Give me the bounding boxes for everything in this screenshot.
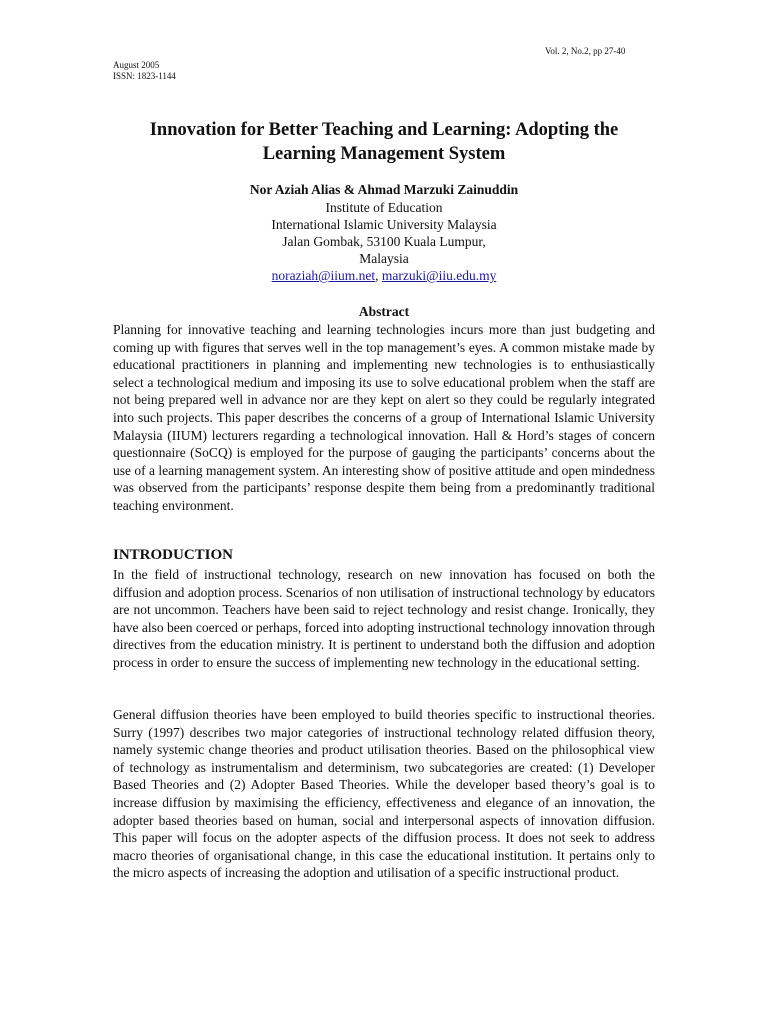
abstract-heading: Abstract: [358, 304, 410, 319]
introduction-heading: INTRODUCTION: [113, 547, 234, 563]
email-link-noraziah[interactable]: noraziah@iium.net: [271, 268, 376, 283]
abstract-text: Planning for innovative teaching and learning technologies incurs more than just budgeting and coming up with figures that serves well in the top management’s eyes. A common mistake made by educational practitioners in planning and implementing new technologies is to enthusiastically select a technological medium and imposing its use to solve educational problem when the staff are not being prepared well in advance nor are they kept on alert so they could be regularly integrated into such projects. This paper describes the concerns of a group of International Islamic University Malaysia (IIUM) lecturers regarding a technological innovation. Hall & Hord’s stages of concern questionnaire (SoCQ) is employed for the purpose of gauging the participants’ concerns about the use of a learning management system. An interesting show of positive attitude and open mindedness was observed from the participants’ response despite them being from a predominantly traditional teaching environment.: [113, 322, 655, 513]
paper-title-line-2: Learning Management System: [262, 144, 506, 164]
email-separator: ,: [375, 268, 382, 283]
email-link-marzuki[interactable]: marzuki@iiu.edu.my: [381, 268, 497, 283]
paper-title-line-1: Innovation for Better Teaching and Learning: Adopting the: [149, 120, 619, 140]
affiliation-country: Malaysia: [359, 251, 409, 266]
journal-meta: [113, 60, 176, 81]
journal-volume: Vol. 2, No.2, pp 27-40: [545, 46, 626, 56]
affiliation-address: Jalan Gombak, 53100 Kuala Lumpur,: [282, 234, 486, 249]
paper-authors: Nor Aziah Alias & Ahmad Marzuki Zainuddin: [249, 182, 519, 197]
author-emails: [113, 267, 655, 284]
journal-date: August 2005: [113, 60, 160, 70]
journal-issn: ISSN: 1823-1144: [113, 70, 176, 81]
author-block: [113, 181, 655, 284]
introduction-paragraph-1: In the field of instructional technology, research on new innovation has focused on both the diffusion and adoption process. Scenarios of non utilisation of instructional technology by educators are not uncommon. Teachers have been said to reject technology and resist change. Ironically, they have also been coerced or perhaps, forced into adopting instructional technology innovation through directives from the education ministry. It is pertinent to understand both the diffusion and adoption process in order to ensure the success of implementing new technology in the educational setting.: [113, 567, 655, 670]
affiliation-university: International Islamic University Malaysia: [271, 217, 497, 232]
introduction-paragraph-2: General diffusion theories have been employed to build theories specific to instructional theories. Surry (1997) describes two major categories of instructional technology related diffusion theory, namely systemic change theories and product utilisation theories. Based on the philosophical view of technology as instrumentalism and determinism, two subcategories are created: (1) Developer Based Theories and (2) Adopter Based Theories. While the developer based theory’s goal is to increase diffusion by maximising the efficiency, effectiveness and elegance of an innovation, the adopter based theories based on human, social and interpersonal aspects of innovation diffusion. This paper will focus on the adopter aspects of the diffusion process. It does not seek to address macro theories of organisational change, in this case the educational institution. It pertains only to the micro aspects of increasing the adoption and utilisation of a specific instructional product.: [113, 707, 655, 881]
paper-title: [100, 118, 668, 166]
affiliation-institute: Institute of Education: [325, 200, 443, 215]
